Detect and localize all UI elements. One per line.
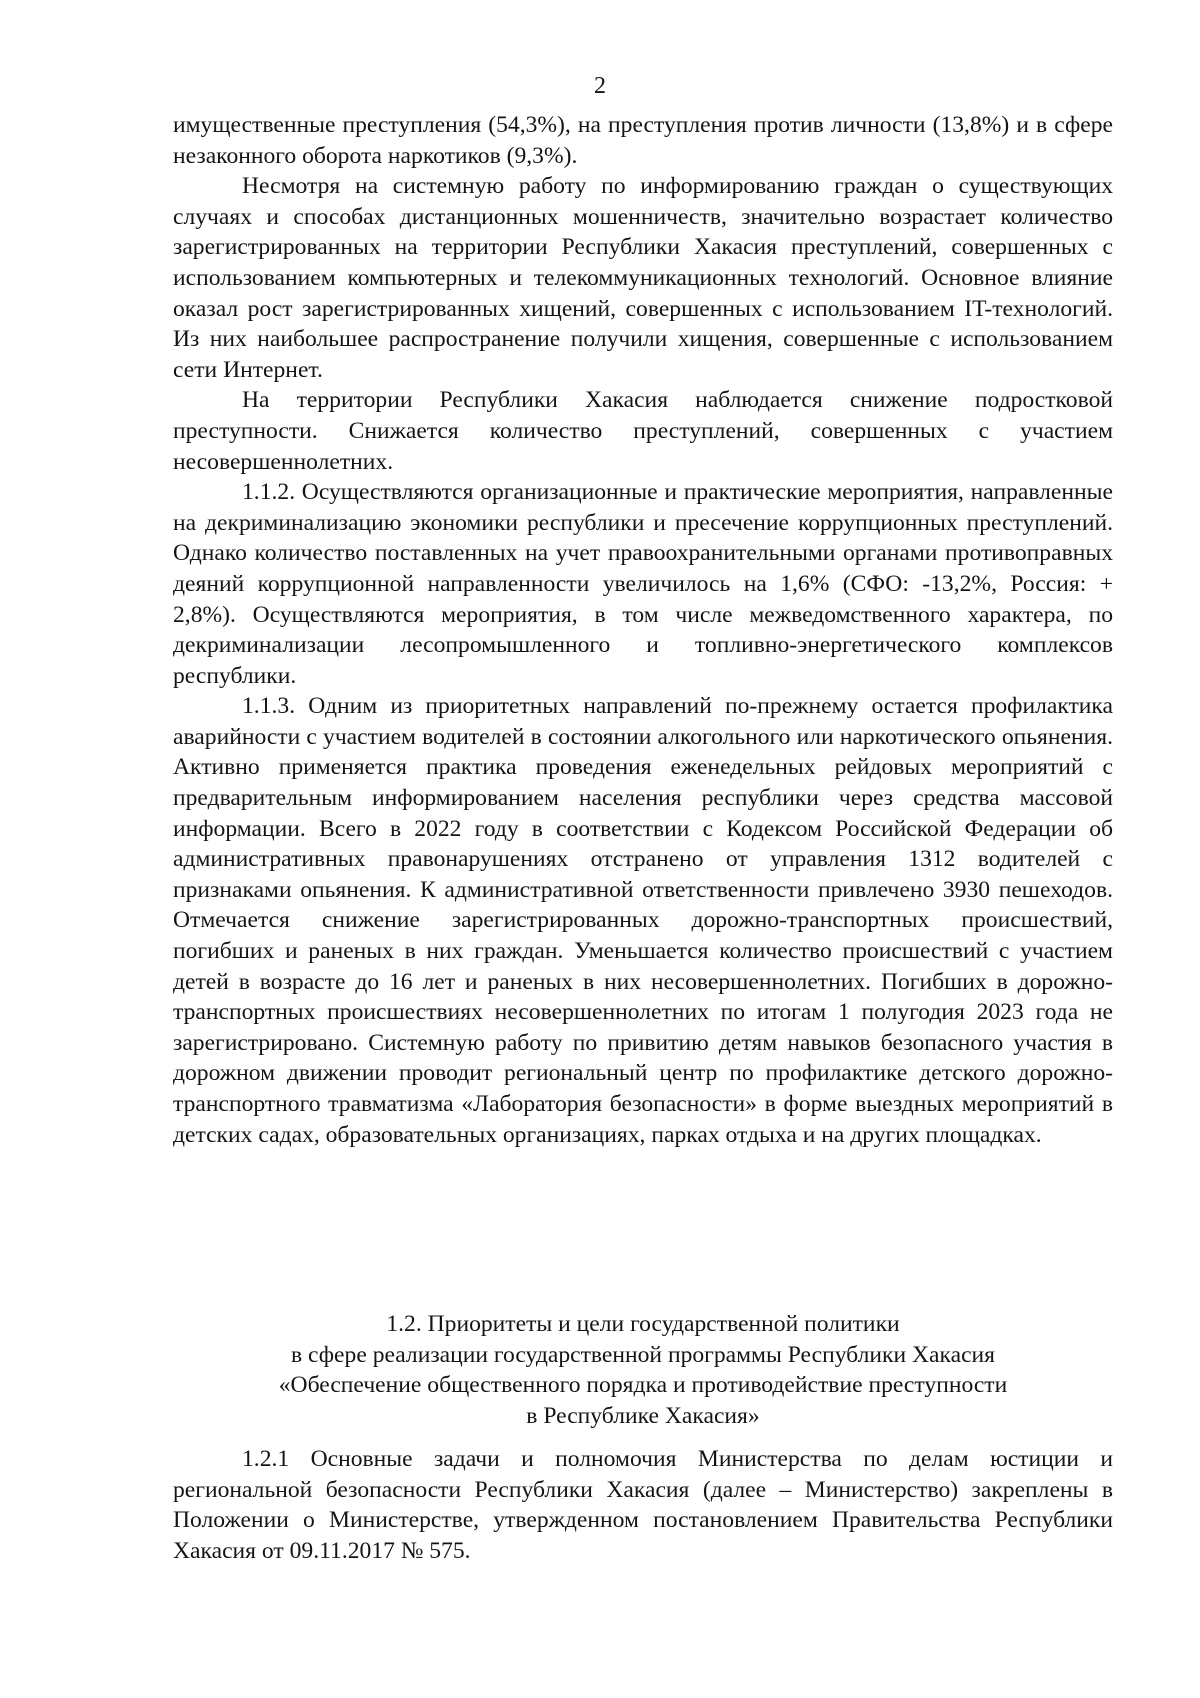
paragraph-section-1-2-1: 1.2.1 Основные задачи и полномочия Министерства по делам юстиции и региональной безопасности Республики Хакасия (далее – Министерство) закреплены в Положении о Министерстве, утвержденном постановлением Правительства Республики Хакасия от 09.11.2017 № 575. [173,1446,1113,1564]
section-1-2-1-text [173,1444,1113,1566]
heading-line: 1.2. Приоритеты и цели государственной политики [386,1311,900,1337]
paragraph-juvenile-crime: На территории Республики Хакасия наблюдается снижение подростковой преступности. Снижается количество преступлений, совершенных с участием несовершеннолетних. [173,387,1113,475]
body-text [173,110,1113,1150]
paragraph-cyber-fraud: Несмотря на системную работу по информированию граждан о существующих случаях и способах дистанционных мошенничеств, значительно возрастает количество зарегистрированных на территории Республики Хакасия преступлений, совершенных с использованием компьютерных и телекоммуникационных технологий. Основное влияние оказал рост зарегистрированных хищений, совершенных с использованием IT-технологий. Из них наибольшее распространение получили хищения, совершенные с использованием сети Интернет. [173,173,1113,383]
heading-line: «Обеспечение общественного порядка и противодействие преступности [278,1372,1008,1399]
paragraph-crime-structure: имущественные преступления (54,3%), на преступления против личности (13,8%) и в сфере незаконного оборота наркотиков (9,3%). [173,112,1113,169]
section-heading [173,1309,1113,1431]
heading-line: в Республике Хакасия» [526,1402,760,1429]
page-number: 2 [594,73,606,99]
paragraph-section-1-1-2: 1.1.2. Осуществляются организационные и практические мероприятия, направленные на декриминализацию экономики республики и пресечение коррупционных преступлений. Однако количество поставленных на учет правоохранительными органами противоправных деяний коррупционной направленности увеличилось на 1,6% (СФО: -13,2%, Россия: + 2,8%). Осуществляются мероприятия, в том числе межведомственного характера, по декриминализации лесопромышленного и топливно-энергетического комплексов республики. [173,479,1113,689]
heading-line: в сфере реализации государственной программы Республики Хакасия [290,1341,996,1368]
paragraph-section-1-1-3: 1.1.3. Одним из приоритетных направлений по-прежнему остается профилактика аварийности с участием водителей в состоянии алкогольного или наркотического опьянения. Активно применяется практика проведения еженедельных рейдовых мероприятий с предварительным информированием населения республики через средства массовой информации. Всего в 2022 году в соответствии с Кодексом Российской Федерации об административных правонарушениях отстранено от управления 1312 водителей с признаками опьянения. К административной ответственности привлечено 3930 пешеходов. Отмечается снижение зарегистрированных дорожно-транспортных происшествий, погибших и раненых в них граждан. Уменьшается количество происшествий с участием детей в возрасте до 16 лет и раненых в них несовершеннолетних. Погибших в дорожно-транспортных происшествиях несовершеннолетних по итогам 1 полугодия 2023 года не зарегистрировано. Системную работу по привитию детям навыков безопасного участия в дорожном движении проводит региональный центр по профилактике детского дорожно-транспортного травматизма «Лаборатория безопасности» в форме выездных мероприятий в детских садах, образовательных организациях, парках отдыха и на других площадках. [173,693,1113,1148]
